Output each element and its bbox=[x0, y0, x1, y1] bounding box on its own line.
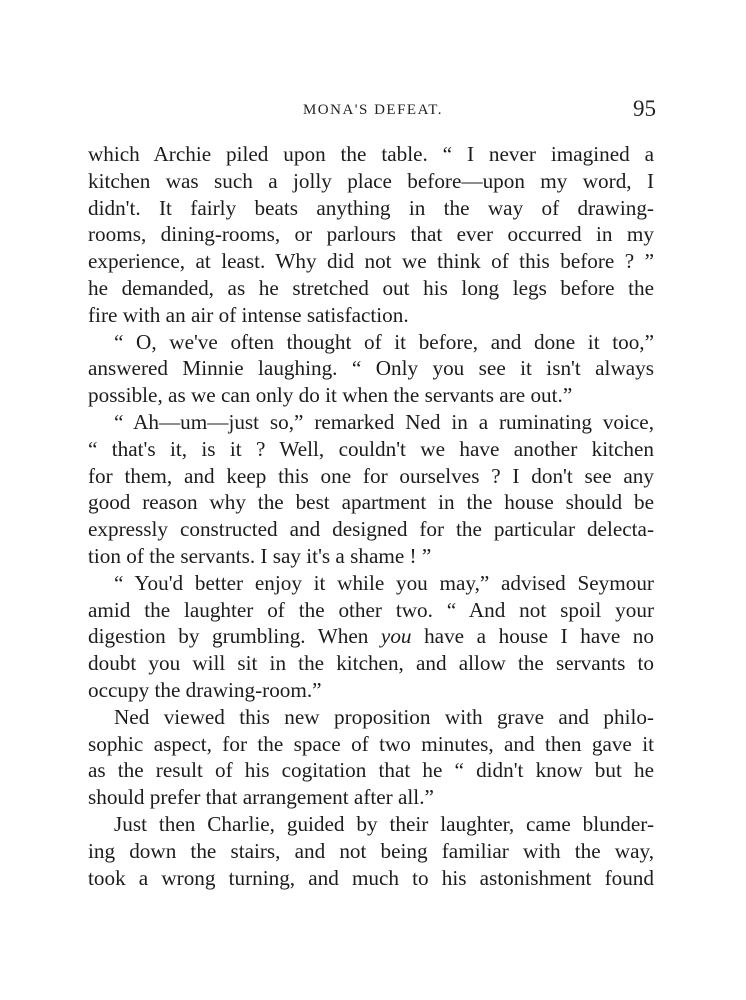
body-text bbox=[88, 141, 654, 891]
text-line: experience, at least. Why did not we think of this before ? ” bbox=[88, 249, 654, 274]
text-segment: digestion by grumbling. When bbox=[88, 624, 381, 649]
text-line: doubt you will sit in the kitchen, and allow the servants to bbox=[88, 651, 654, 676]
text-line: expressly constructed and designed for the particular delecta- bbox=[88, 517, 654, 542]
text-line: answered Minnie laughing. “ Only you see it isn't always bbox=[88, 356, 654, 381]
text-line: fire with an air of intense satisfaction. bbox=[88, 302, 409, 327]
text-line: amid the laughter of the other two. “ And not spoil your bbox=[88, 597, 654, 622]
text-line: he demanded, as he stretched out his long legs before the bbox=[88, 275, 654, 300]
text-line: Just then Charlie, guided by their laughter, came blunder- bbox=[114, 811, 654, 836]
text-line: ing down the stairs, and not being familiar with the way, bbox=[88, 838, 654, 863]
text-line: “ Ah—um—just so,” remarked Ned in a ruminating voice, bbox=[114, 409, 654, 434]
text-line: possible, as we can only do it when the servants are out.” bbox=[88, 383, 573, 408]
text-line: should prefer that arrangement after all.” bbox=[88, 785, 434, 810]
text-line: occupy the drawing-room.” bbox=[88, 677, 322, 702]
text-line: took a wrong turning, and much to his astonishment found bbox=[88, 865, 654, 890]
text-segment: have a house I have no bbox=[411, 624, 654, 649]
text-line: sophic aspect, for the space of two minutes, and then gave it bbox=[88, 731, 654, 756]
running-header bbox=[90, 96, 656, 126]
text-line: Ned viewed this new proposition with grave and philo- bbox=[114, 704, 654, 729]
text-line: kitchen was such a jolly place before—upon my word, I bbox=[88, 168, 654, 193]
page-number: 95 bbox=[633, 96, 656, 121]
text-line: as the result of his cogitation that he “ didn't know but he bbox=[88, 758, 654, 783]
text-line bbox=[88, 623, 654, 650]
text-line: tion of the servants. I say it's a shame ! ” bbox=[88, 543, 432, 568]
text-line: which Archie piled upon the table. “ I never imagined a bbox=[88, 142, 654, 166]
emphasized-word: you bbox=[380, 624, 412, 649]
text-line: didn't. It fairly beats anything in the way of drawing- bbox=[88, 195, 654, 220]
text-line: “ You'd better enjoy it while you may,” advised Seymour bbox=[114, 570, 654, 595]
text-line: good reason why the best apartment in the house should be bbox=[88, 490, 654, 515]
running-title: MONA'S DEFEAT. bbox=[302, 102, 444, 118]
text-line: rooms, dining-rooms, or parlours that ever occurred in my bbox=[88, 222, 654, 247]
text-line: “ O, we've often thought of it before, and done it too,” bbox=[114, 329, 654, 354]
text-line: “ that's it, is it ? Well, couldn't we have another kitchen bbox=[88, 436, 654, 461]
text-line: for them, and keep this one for ourselves ? I don't see any bbox=[88, 463, 654, 488]
